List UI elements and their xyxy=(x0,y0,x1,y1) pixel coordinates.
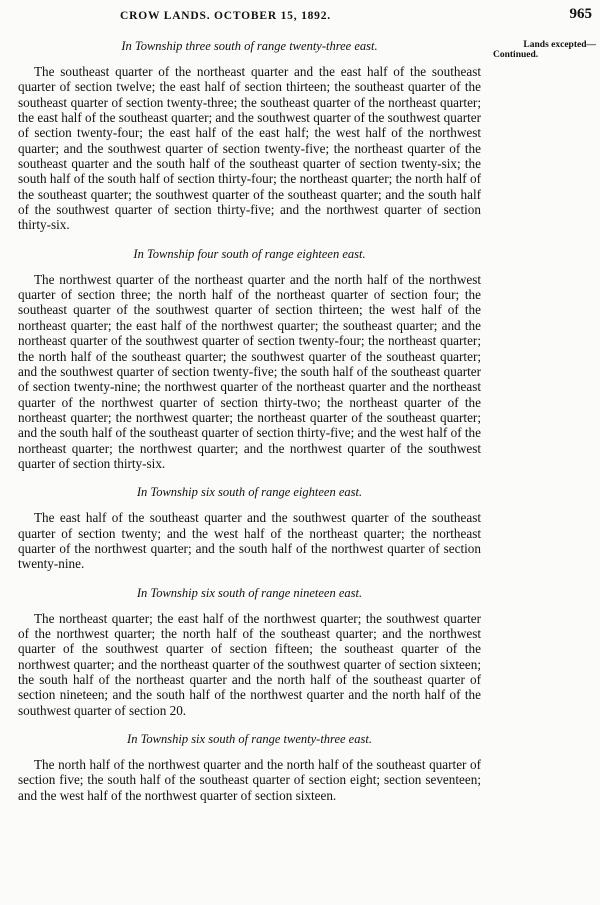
section-township-6s-r19e xyxy=(18,585,481,718)
section-paragraph: The northwest quarter of the northeast quarter and the north half of the northwest quarter of section three; the north half of the northeast quarter of section four; the southeast quarter of the southwest quarter of section thirteen; the west half of the northeast quarter; the east half of the northwest quarter; the southeast quarter; and the northeast quarter of the southwest quarter of section twenty-four; the northeast quarter; the north half of the southeast quarter; the southwest quarter of the southeast quarter; and the southwest quarter of section twenty-five; the south half of the southeast quarter of section twenty-nine; the northwest quarter of the northeast quarter and the northeast quarter of the northwest quarter of section thirty-two; the northeast quarter of the northeast quarter; the northwest quarter; the northeast quarter of the southeast quarter; and the south half of the southeast quarter of section thirty-five; and the west half of the northeast quarter; the northwest quarter; and the northwest quarter of the southwest quarter of section thirty-six. xyxy=(18,271,481,471)
section-heading: In Township four south of range eighteen east. xyxy=(133,246,366,261)
section-paragraph: The southeast quarter of the northeast quarter and the east half of the southeast quarter of section twelve; the east half of section thirteen; the southeast quarter of the southeast quarter of section twenty-three; the southeast quarter of the northeast quarter; the east half of the southeast quarter; and the southwest quarter of the southwest quarter of section twenty-four; the east half of the east half; the west half of the northwest quarter; and the southwest quarter of section twenty-five; the northeast quarter of the southeast quarter and the south half of the southeast quarter of section twenty-six; the south half of the south half of section thirty-four; the northeast quarter; the north half of the southeast quarter; the southwest quarter of the southeast quarter; and the south half of the southwest quarter of section thirty-five; and the northwest quarter of section thirty-six. xyxy=(18,64,481,233)
section-township-6s-r23e xyxy=(18,731,481,803)
margin-note xyxy=(493,40,598,60)
running-title: CROW LANDS. OCTOBER 15, 1892. xyxy=(120,10,331,22)
section-township-4s-r18e xyxy=(18,246,481,471)
margin-note-line-2: Continued. xyxy=(493,50,539,60)
section-paragraph: The east half of the southeast quarter and the southwest quarter of the southeast quarter of section twenty; and the west half of the northeast quarter; the northeast quarter of the northwest quarter; and the south half of the northwest quarter of section twenty-nine. xyxy=(18,510,481,572)
section-paragraph: The northeast quarter; the east half of the northwest quarter; the southwest quarter of the northwest quarter; the north half of the southeast quarter; and the northwest quarter of the southwest quarter of section fifteen; the southeast quarter of the northwest quarter; and the northeast quarter of the southwest quarter of section sixteen; the south half of the northeast quarter and the north half of the southeast quarter of section nineteen; and the south half of the northwest quarter and the north half of the southwest quarter of section 20. xyxy=(18,610,481,718)
section-heading: In Township three south of range twenty-three east. xyxy=(121,39,378,53)
page-number: 965 xyxy=(569,6,592,22)
running-header xyxy=(0,6,600,28)
section-heading: In Township six south of range eighteen east. xyxy=(136,485,363,500)
margin-note-line-1: Lands excepted— xyxy=(523,40,596,50)
section-township-3s-r23e xyxy=(18,38,481,233)
section-heading: In Township six south of range nineteen east. xyxy=(136,585,363,600)
section-paragraph: The north half of the northwest quarter and the north half of the southeast quarter of section five; the south half of the southeast quarter of section eight; section seventeen; and the west half of the northwest quarter of section sixteen. xyxy=(18,757,481,803)
section-township-6s-r18e xyxy=(18,484,481,571)
main-text-column xyxy=(18,38,481,803)
section-heading: In Township six south of range twenty-three east. xyxy=(127,732,372,747)
